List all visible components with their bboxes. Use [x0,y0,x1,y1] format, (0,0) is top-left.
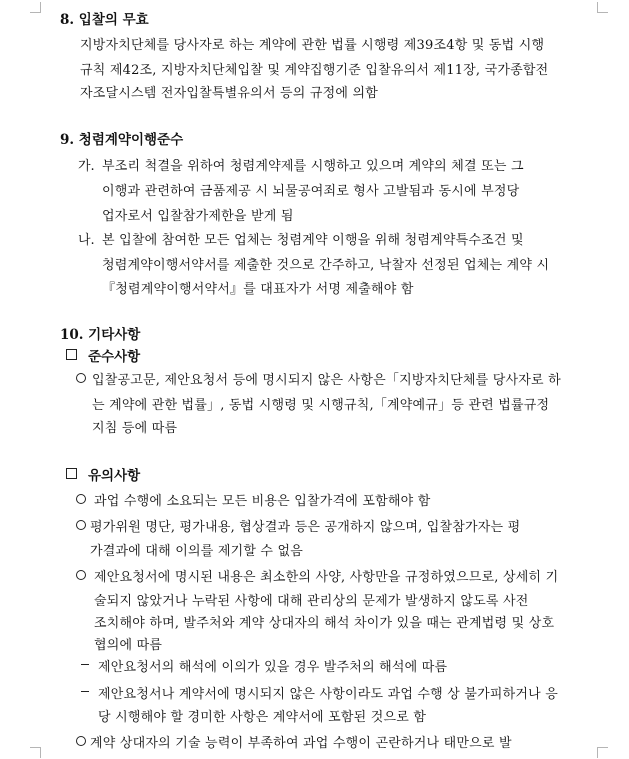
section-8-text-line: 자조달시스템 전자입찰특별유의서 등의 규정에 의함 [80,86,379,101]
notes-heading: 유의사항 [88,468,141,484]
section-8-title: 8. 입찰의 무효 [60,12,149,28]
page-corner-top-left [30,2,41,13]
checkbox-square-icon [66,349,77,360]
circle-bullet-icon [76,570,86,580]
section-8-text-line: 지방자치단체를 당사자로 하는 계약에 관한 법률 시행령 제39조4항 및 동법 시행 [80,38,545,53]
section-10-title: 10. 기타사항 [60,327,141,343]
circle-bullet-icon [76,494,86,504]
section-9-title: 9. 청렴계약이행준수 [60,132,184,148]
compliance-item-line: 입찰공고문, 제안요청서 등에 명시되지 않은 사항은「지방자치단체를 당사자로 하 [92,373,561,388]
section-9-item-line: 청렴계약이행서약서를 제출한 것으로 간주하고, 낙찰자 선정된 업체는 계약 시 [102,258,550,273]
notes-item-line: 계약 상대자의 기술 능력이 부족하여 과업 수행이 곤란하거나 태만으로 발 [90,736,512,751]
item-marker-na: 나. [78,233,95,248]
item-marker-ga: 가. [78,159,95,174]
notes-item-line: 제안요청서의 해석에 이의가 있을 경우 발주처의 해석에 따름 [98,660,448,675]
checkbox-square-icon [66,468,77,479]
circle-bullet-icon [76,520,86,530]
notes-item-line: 조치해야 하며, 발주처와 계약 상대자의 해석 차이가 있을 때는 관계법령 및 상호 [94,616,555,631]
compliance-item-line: 는 계약에 관한 법률」, 동법 시행령 및 시행규칙,「계약예규」등 관련 법률규정 [92,398,550,413]
notes-item-line: 가결과에 대해 이의를 제기할 수 없음 [90,544,304,559]
circle-bullet-icon [76,736,86,746]
dash-bullet-icon [81,664,89,665]
compliance-heading: 준수사항 [88,349,141,365]
page-corner-bottom-right [597,747,608,758]
section-9-item-line: 부조리 척결을 위하여 청렴계약제를 시행하고 있으며 계약의 체결 또는 그 [102,159,524,174]
notes-item-line: 과업 수행에 소요되는 모든 비용은 입찰가격에 포함해야 함 [94,494,431,509]
page-corner-top-right [597,2,608,13]
section-9-item-line: 본 입찰에 참여한 모든 업체는 청렴계약 이행을 위해 청렴계약특수조건 및 [102,233,524,248]
dash-bullet-icon [81,691,89,692]
notes-item-line: 제안요청서에 명시된 내용은 최소한의 사양, 사항만을 규정하였으므로, 상세히 기 [94,570,559,585]
section-9-item-line: 『청렴계약이행서약서』를 대표자가 서명 제출해야 함 [102,282,414,297]
section-9-item-line: 업자로서 입찰참가제한을 받게 됨 [102,209,294,224]
compliance-item-line: 지침 등에 따름 [92,421,178,436]
circle-bullet-icon [76,373,86,383]
notes-item-line: 제안요청서나 계약서에 명시되지 않은 사항이라도 과업 수행 상 불가피하거나 응 [98,687,559,702]
page-corner-bottom-left [30,747,41,758]
notes-item-line: 평가위원 명단, 평가내용, 협상결과 등은 공개하지 않으며, 입찰참가자는 평 [90,520,521,535]
section-8-text-line: 규칙 제42조, 지방자치단체입찰 및 계약집행기준 입찰유의서 제11장, 국가종합전 [80,63,549,78]
notes-item-line: 술되지 않았거나 누락된 사항에 대해 관리상의 문제가 발생하지 않도록 사전 [94,594,529,609]
notes-item-line: 협의에 따름 [94,638,163,653]
notes-item-line: 당 시행해야 할 경미한 사항은 계약서에 포함된 것으로 함 [98,710,427,725]
section-9-item-line: 이행과 관련하여 금품제공 시 뇌물공여죄로 형사 고발됨과 동시에 부정당 [102,184,520,199]
